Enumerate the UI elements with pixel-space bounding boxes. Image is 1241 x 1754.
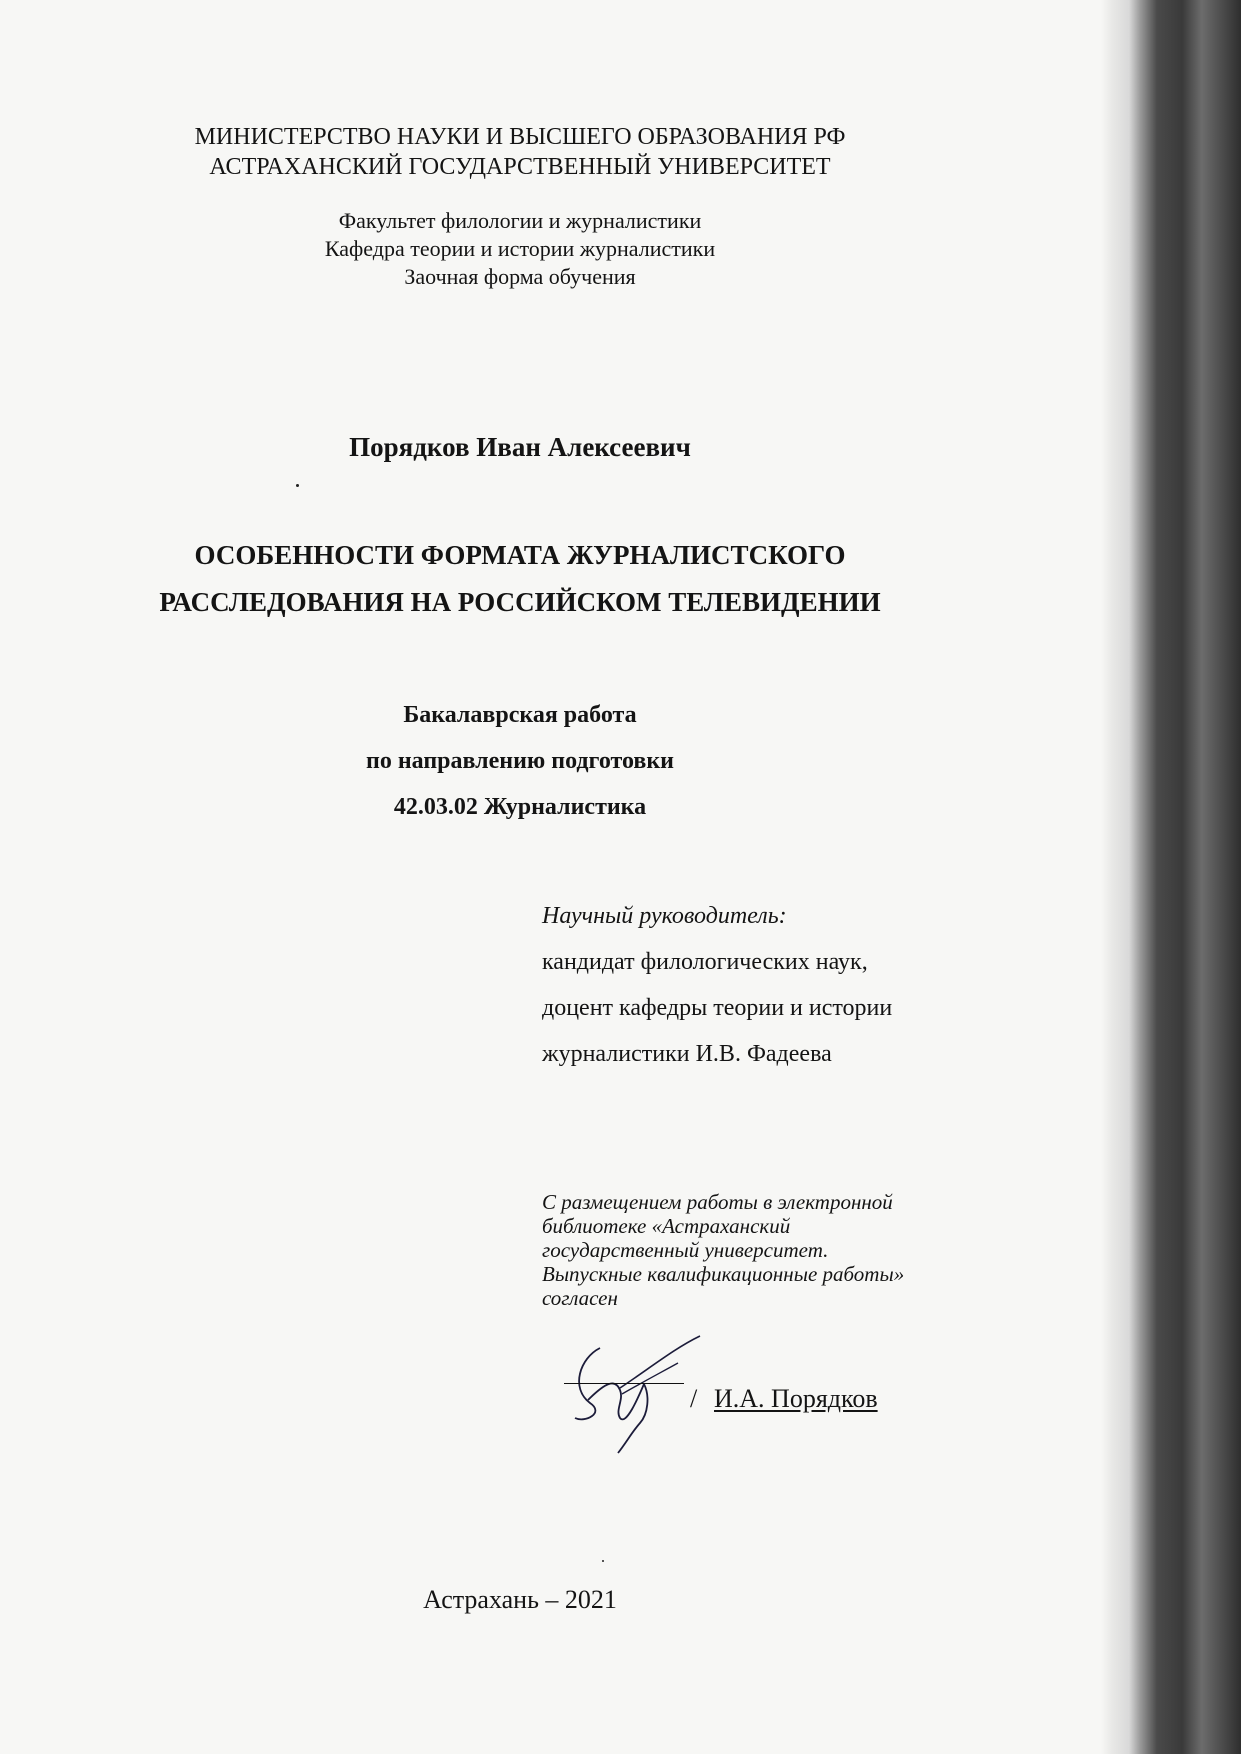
city-year: Астрахань – 2021 xyxy=(423,1585,617,1614)
consent-line-5: согласен xyxy=(542,1286,618,1310)
ministry-header xyxy=(0,122,1040,182)
work-direction: по направлению подготовки xyxy=(365,748,675,774)
signature-line xyxy=(564,1383,684,1384)
thesis-title-line-1: ОСОБЕННОСТИ ФОРМАТА ЖУРНАЛИСТСКОГО xyxy=(194,540,846,570)
consent-line-1: С размещением работы в электронной xyxy=(542,1190,893,1214)
thesis-title xyxy=(0,532,1040,626)
supervisor-label: Научный руководитель: xyxy=(542,903,787,929)
binding-shadow xyxy=(1101,0,1241,1754)
supervisor-position: доцент кафедры теории и истории xyxy=(542,995,893,1021)
faculty-block xyxy=(0,207,1040,291)
faculty-name: Факультет филологии и журналистики xyxy=(338,208,702,233)
work-type: Бакалаврская работа xyxy=(403,702,637,728)
work-type-block xyxy=(0,692,1040,830)
scan-speck xyxy=(602,1560,604,1562)
consent-line-2: библиотеке «Астраханский xyxy=(542,1214,791,1238)
ministry-name: МИНИСТЕРСТВО НАУКИ И ВЫСШЕГО ОБРАЗОВАНИЯ РФ xyxy=(194,124,846,150)
thesis-title-line-2: РАССЛЕДОВАНИЯ НА РОССИЙСКОМ ТЕЛЕВИДЕНИИ xyxy=(159,587,881,617)
author-name: Порядков Иван Алексеевич xyxy=(349,432,691,462)
consent-line-3: государственный университет. xyxy=(542,1238,829,1262)
signature-separator: / xyxy=(690,1384,698,1413)
scan-speck xyxy=(296,484,299,487)
work-code: 42.03.02 Журналистика xyxy=(393,794,647,820)
department-name: Кафедра теории и истории журналистики xyxy=(324,236,716,261)
supervisor-name: журналистики И.В. Фадеева xyxy=(542,1041,832,1067)
consent-line-4: Выпускные квалификационные работы» xyxy=(542,1262,905,1286)
study-form: Заочная форма обучения xyxy=(404,264,636,289)
supervisor-block xyxy=(542,893,892,1077)
consent-statement xyxy=(542,1190,1002,1310)
university-name: АСТРАХАНСКИЙ ГОСУДАРСТВЕННЫЙ УНИВЕРСИТЕТ xyxy=(209,154,831,180)
signature-name: И.А. Порядков xyxy=(714,1384,878,1413)
supervisor-degree: кандидат филологических наук, xyxy=(542,949,868,975)
